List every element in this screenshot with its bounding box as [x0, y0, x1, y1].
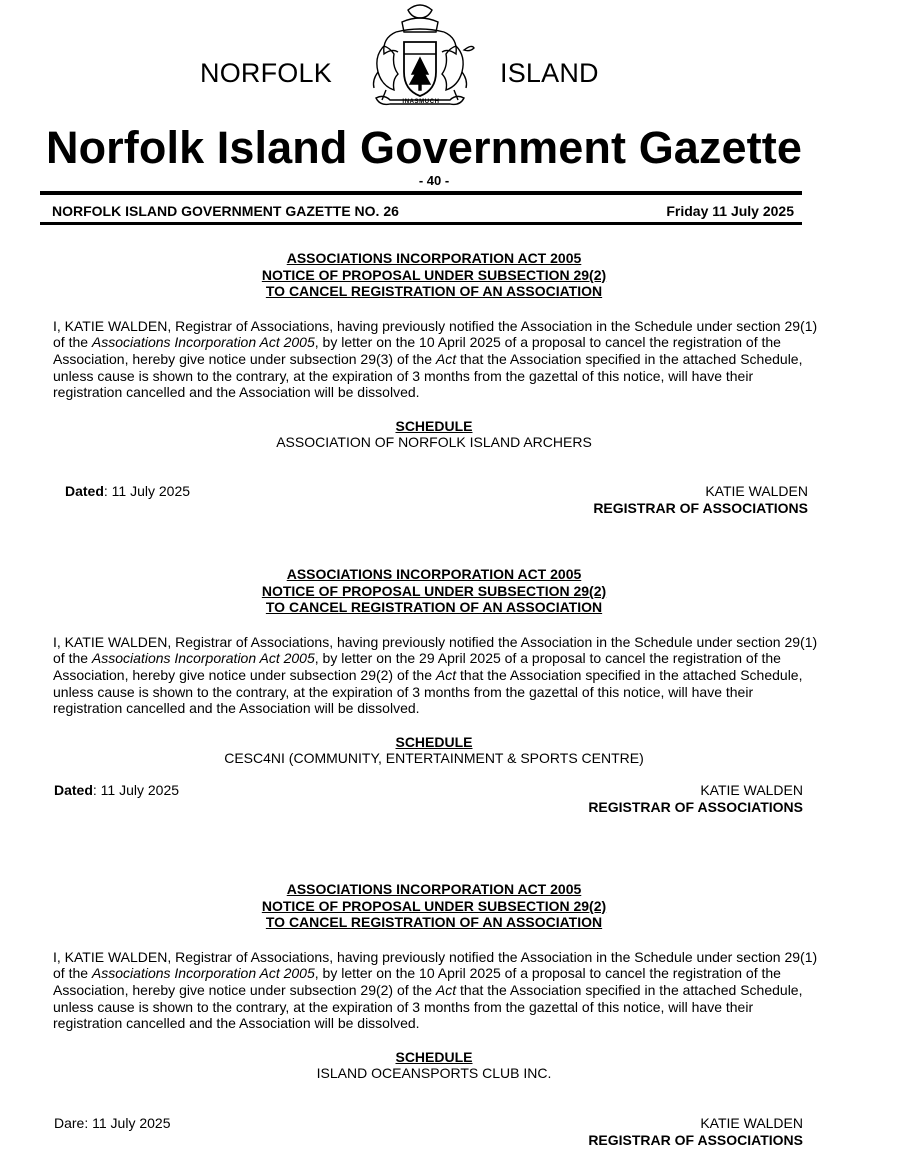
crest-motto: INASMUCH	[402, 99, 440, 105]
notice-body: I, KATIE WALDEN, Registrar of Associations, having previously notified the Association in the Schedule under section 29(1) of the Associations Incorporation Act 2005, by letter on the 29 April 2025 of a proposal to cancel the registration of the Association, hereby give notice under subsection 29(2) of the Act that the Association specified in the attached Schedule, unless cause is shown to the contrary, at the expiration of 3 months from the gazettal of this notice, will have their registration cancelled and the Association will be dissolved.	[53, 633, 818, 717]
notice-body: I, KATIE WALDEN, Registrar of Associations, having previously notified the Association in the Schedule under section 29(1) of the Associations Incorporation Act 2005, by letter on the 10 April 2025 of a proposal to cancel the registration of the Association, hereby give notice under subsection 29(2) of the Act that the Association specified in the attached Schedule, unless cause is shown to the contrary, at the expiration of 3 months from the gazettal of this notice, will have their registration cancelled and the Association will be dissolved.	[53, 948, 818, 1032]
schedule-association-name: CESC4NI (COMMUNITY, ENTERTAINMENT & SPORTS CENTRE)	[224, 750, 644, 767]
gazette-issue-number: NORFOLK ISLAND GOVERNMENT GAZETTE NO. 26	[52, 203, 399, 219]
notice-body: I, KATIE WALDEN, Registrar of Associations, having previously notified the Association in the Schedule under section 29(1) of the Associations Incorporation Act 2005, by letter on the 10 April 2025 of a proposal to cancel the registration of the Association, hereby give notice under subsection 29(3) of the Act that the Association specified in the attached Schedule, unless cause is shown to the contrary, at the expiration of 3 months from the gazettal of this notice, will have their registration cancelled and the Association will be dissolved.	[53, 317, 818, 401]
notice-heading-proposal: NOTICE OF PROPOSAL UNDER SUBSECTION 29(2)	[261, 897, 607, 914]
notice-heading	[53, 566, 815, 616]
notice-heading-act: ASSOCIATIONS INCORPORATION ACT 2005	[286, 250, 582, 266]
signatory-name: KATIE WALDEN	[700, 782, 803, 798]
page-number: - 40 -	[418, 173, 450, 188]
notice-heading	[53, 250, 815, 300]
coat-of-arms-crest	[356, 2, 484, 114]
signatory-block	[588, 1115, 803, 1148]
notice-heading-act: ASSOCIATIONS INCORPORATION ACT 2005	[286, 566, 582, 582]
schedule-association-name: ISLAND OCEANSPORTS CLUB INC.	[316, 1065, 552, 1082]
notice-heading-act: ASSOCIATIONS INCORPORATION ACT 2005	[286, 881, 582, 897]
notice-2	[53, 566, 823, 767]
schedule-label: SCHEDULE	[395, 1048, 473, 1065]
notice-1	[53, 250, 823, 451]
signatory-title: REGISTRAR OF ASSOCIATIONS	[588, 1131, 803, 1148]
notice-heading-cancel: TO CANCEL REGISTRATION OF AN ASSOCIATION	[265, 283, 603, 300]
signatory-block	[588, 782, 803, 815]
signatory-block	[593, 483, 808, 516]
notice-3	[53, 881, 823, 1082]
dated-line: Dated: 11 July 2025	[54, 782, 180, 798]
notice-heading	[53, 881, 815, 931]
masthead-rule-bottom	[40, 222, 802, 225]
dated-line: Dare: 11 July 2025	[54, 1115, 171, 1131]
notice-heading-cancel: TO CANCEL REGISTRATION OF AN ASSOCIATION	[265, 914, 603, 931]
signatory-name: KATIE WALDEN	[705, 483, 808, 499]
signatory-title: REGISTRAR OF ASSOCIATIONS	[588, 798, 803, 815]
schedule-association-name: ASSOCIATION OF NORFOLK ISLAND ARCHERS	[276, 434, 592, 451]
notice-heading-proposal: NOTICE OF PROPOSAL UNDER SUBSECTION 29(2)	[261, 582, 607, 599]
signatory-name: KATIE WALDEN	[700, 1115, 803, 1131]
masthead-rule-top	[40, 191, 802, 195]
schedule-label: SCHEDULE	[395, 417, 473, 434]
schedule-label: SCHEDULE	[395, 733, 473, 750]
notice-heading-cancel: TO CANCEL REGISTRATION OF AN ASSOCIATION	[265, 599, 603, 616]
dated-line: Dated: 11 July 2025	[65, 483, 191, 499]
gazette-issue-date: Friday 11 July 2025	[666, 203, 794, 219]
gazette-title: Norfolk Island Government Gazette	[46, 122, 802, 173]
masthead-norfolk: NORFOLK	[200, 58, 332, 88]
notice-heading-proposal: NOTICE OF PROPOSAL UNDER SUBSECTION 29(2)	[261, 266, 607, 283]
masthead-island: ISLAND	[500, 58, 599, 88]
signatory-title: REGISTRAR OF ASSOCIATIONS	[593, 499, 808, 516]
